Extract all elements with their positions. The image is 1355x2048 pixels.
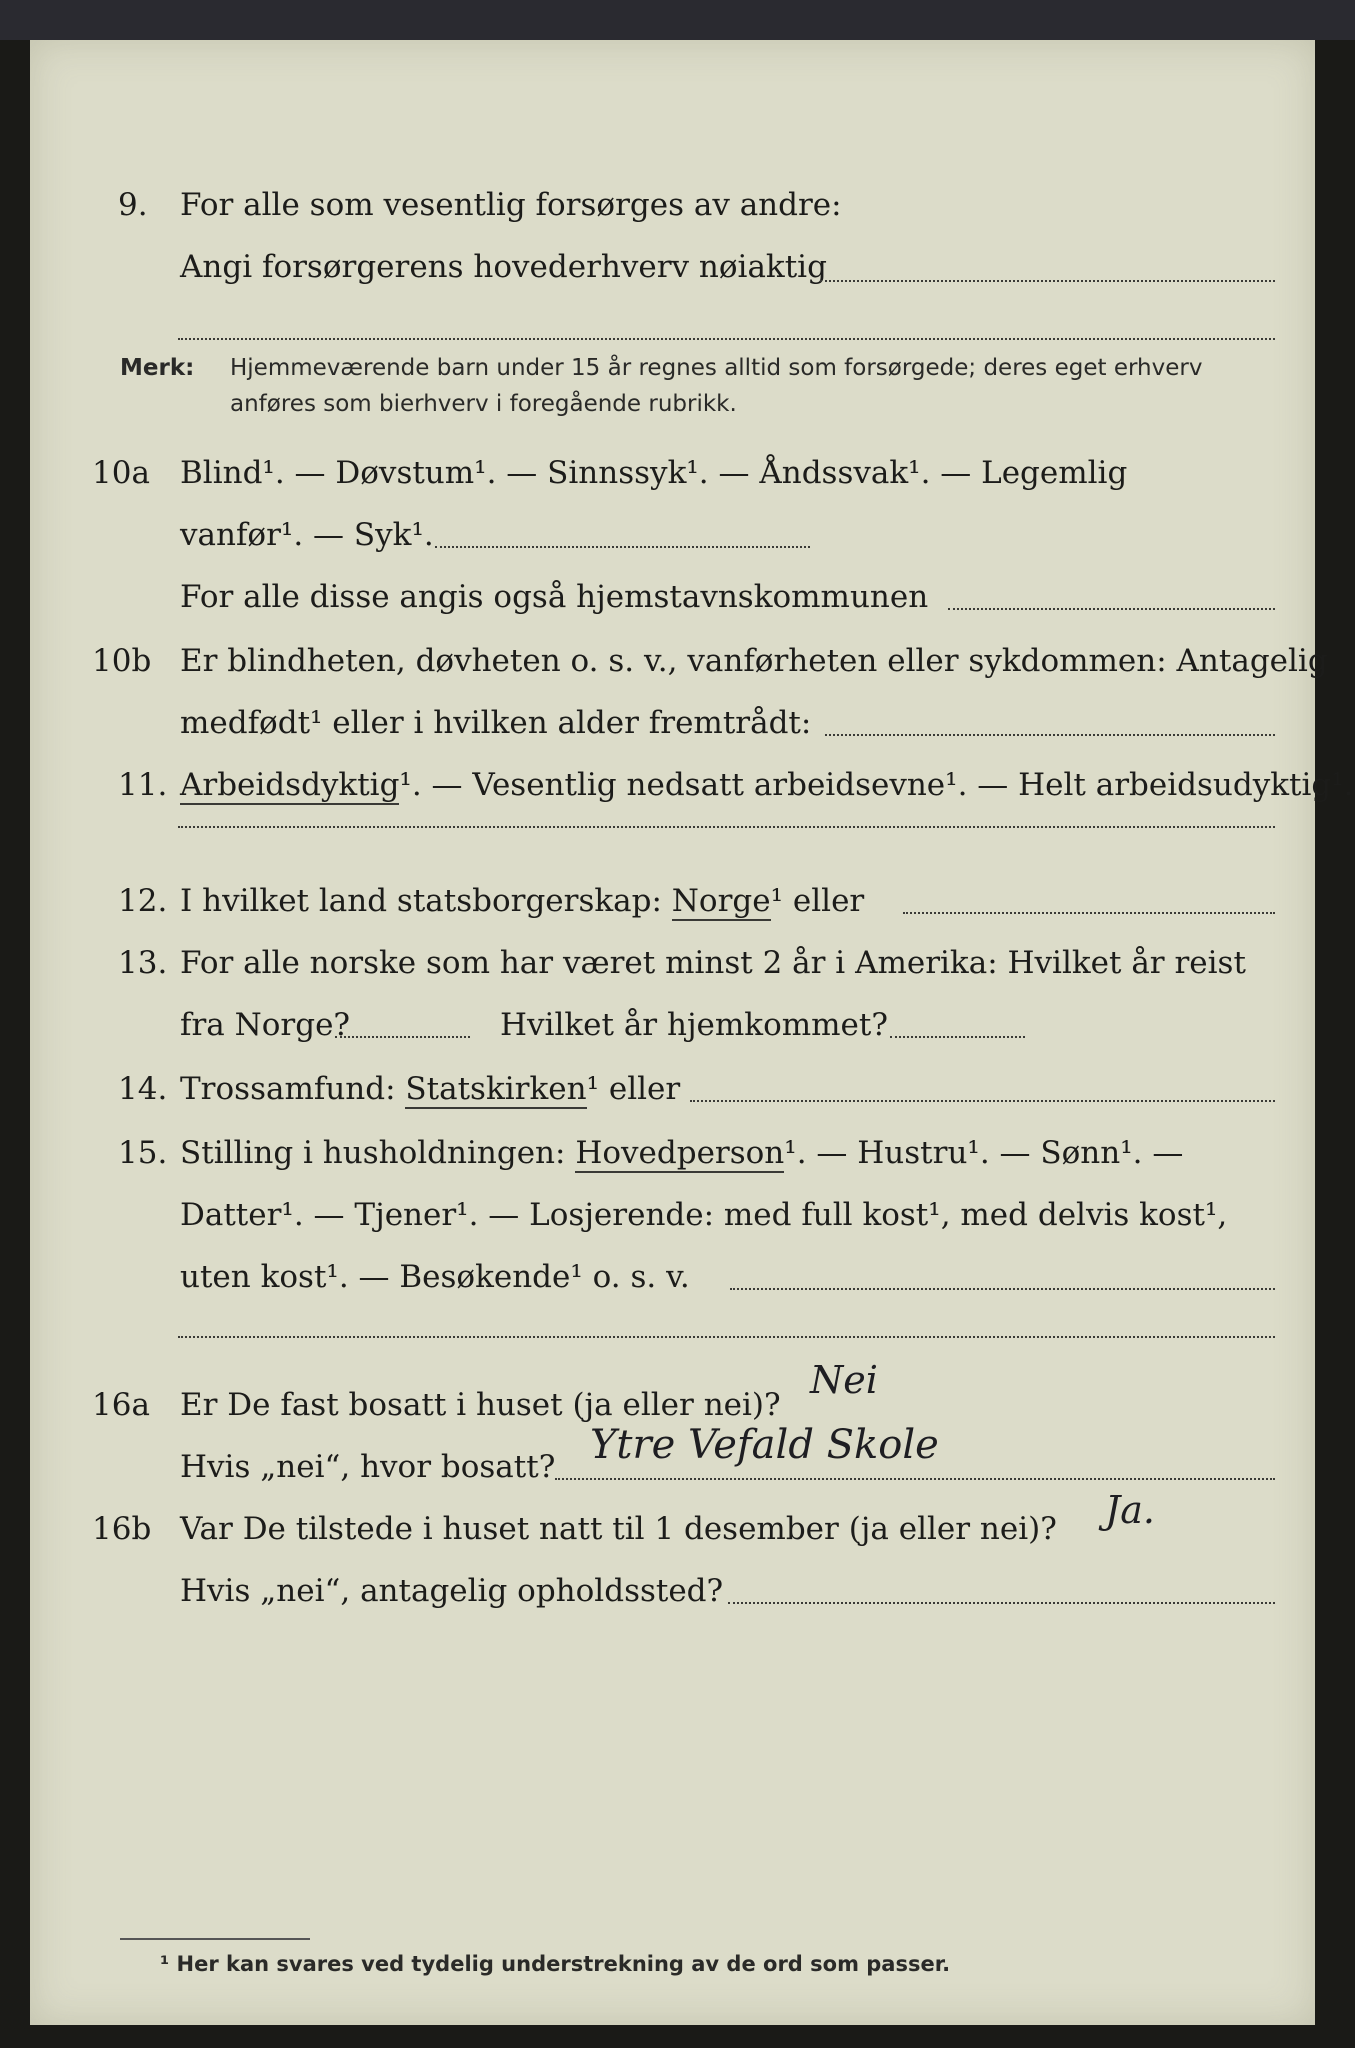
- q10a-row3: [30, 572, 1315, 622]
- q10a-line2: vanfør¹. — Syk¹.: [180, 517, 434, 553]
- q16b-answer-line: [728, 1602, 1275, 1604]
- q16a-handwritten-answer1: Nei: [810, 1358, 878, 1402]
- merk-label: Merk:: [120, 355, 195, 381]
- q16b-handwritten-answer1: Ja.: [1105, 1488, 1155, 1532]
- q13-line1: For alle norske som har været minst 2 år i Amerika: Hvilket år reist: [180, 945, 1246, 981]
- q10b-answer-line: [825, 734, 1275, 736]
- footnote-divider: [120, 1938, 310, 1940]
- q12-number: 12.: [118, 883, 168, 919]
- q14-pre: Trossamfund:: [180, 1071, 396, 1107]
- q13-line2a: fra Norge?: [180, 1007, 351, 1043]
- q11-rest: ¹. — Vesentlig nedsatt arbeidsevne¹. — Helt arbeidsudyktig¹.: [399, 767, 1354, 803]
- q13-line2b: Hvilket år hjemkommet?: [500, 1007, 888, 1043]
- q16a-number: 16a: [92, 1387, 150, 1423]
- q11-answer-line: [178, 826, 1275, 828]
- q16a-line2: Hvis „nei“, hvor bosatt?: [180, 1449, 556, 1485]
- q16b-row2: [30, 1566, 1315, 1616]
- q10a-line3: For alle disse angis også hjemstavnskommunen: [180, 579, 929, 615]
- q10a-number: 10a: [92, 455, 150, 491]
- q10b-number: 10b: [92, 643, 152, 679]
- q10b-row1: [30, 636, 1328, 686]
- q11-number: 11.: [118, 767, 168, 803]
- q13-year-left-line: [335, 1036, 470, 1038]
- q15-row1: [30, 1128, 1315, 1178]
- merk-line1: Hjemmeværende barn under 15 år regnes alltid som forsørgede; deres eget erhverv: [230, 355, 1203, 381]
- q15-line2: Datter¹. — Tjener¹. — Losjerende: med full kost¹, med delvis kost¹,: [180, 1197, 1228, 1233]
- q10a-home-line: [948, 608, 1275, 610]
- q14-number: 14.: [118, 1071, 168, 1107]
- q11-underlined-option: Arbeidsdyktig: [180, 767, 400, 803]
- census-form-page: [30, 40, 1354, 2025]
- q10b-row2: [30, 698, 1315, 748]
- q15-answer-line: [730, 1288, 1275, 1290]
- q10a-row2: [30, 510, 1315, 560]
- q12-underlined-option: Norge: [671, 883, 771, 919]
- q10b-line2: medfødt¹ eller i hvilken alder fremtrådt:: [180, 705, 812, 741]
- q15-underlined-option: Hovedperson: [575, 1135, 785, 1171]
- q9-line2: Angi forsørgerens hovederhverv nøiaktig: [180, 249, 827, 285]
- q16a-answer-line: [555, 1478, 1275, 1480]
- q11-row: [30, 760, 1354, 810]
- q14-underlined-option: Statskirken: [405, 1071, 587, 1107]
- q9-row2: [30, 242, 1315, 292]
- q15-pre: Stilling i husholdningen:: [180, 1135, 566, 1171]
- q9-number: 9.: [118, 187, 148, 223]
- q10a-line1: Blind¹. — Døvstum¹. — Sinnssyk¹. — Åndssvak¹. — Legemlig: [180, 455, 1128, 491]
- q12-row: [30, 876, 1315, 926]
- footnote: ¹ Her kan svares ved tydelig understrekning av de ord som passer.: [160, 1952, 951, 1976]
- q9-answer-line-2: [178, 338, 1275, 340]
- q16b-line2: Hvis „nei“, antagelig opholdssted?: [180, 1573, 724, 1609]
- merk-line2: anføres som bierhverv i foregående rubrikk.: [230, 391, 737, 417]
- q9-answer-line: [820, 280, 1275, 282]
- q9-line1: For alle som vesentlig forsørges av andre:: [180, 187, 842, 223]
- q10a-row1: [30, 448, 1315, 498]
- q12-answer-line: [903, 912, 1275, 914]
- q14-post: ¹ eller: [586, 1071, 681, 1107]
- q9-row1: [30, 180, 1315, 230]
- q14-row: [30, 1064, 1315, 1114]
- q14-answer-line: [690, 1100, 1275, 1102]
- q16a-handwritten-answer2: Ytre Vefald Skole: [590, 1422, 939, 1468]
- q15-row3: [30, 1252, 1315, 1302]
- q13-number: 13.: [118, 945, 168, 981]
- q15-answer-line-2: [178, 1336, 1275, 1338]
- q15-number: 15.: [118, 1135, 168, 1171]
- q13-row2: [30, 1000, 1315, 1050]
- q10b-line1: Er blindheten, døvheten o. s. v., vanførheten eller sykdommen: Antagelig: [180, 643, 1328, 679]
- q10a-answer-line: [435, 546, 810, 548]
- q13-row1: [30, 938, 1315, 988]
- q15-row2: [30, 1190, 1315, 1240]
- q16a-line1: Er De fast bosatt i huset (ja eller nei)?: [180, 1387, 781, 1423]
- scan-top-edge: [0, 0, 1355, 40]
- q12-pre: I hvilket land statsborgerskap:: [180, 883, 662, 919]
- q15-line3: uten kost¹. — Besøkende¹ o. s. v.: [180, 1259, 690, 1295]
- q13-year-returned-line: [890, 1036, 1025, 1038]
- q15-post: ¹. — Hustru¹. — Sønn¹. —: [784, 1135, 1184, 1171]
- q12-post: ¹ eller: [770, 883, 865, 919]
- q16b-number: 16b: [92, 1511, 152, 1547]
- q16b-line1: Var De tilstede i huset natt til 1 desember (ja eller nei)?: [180, 1511, 1057, 1547]
